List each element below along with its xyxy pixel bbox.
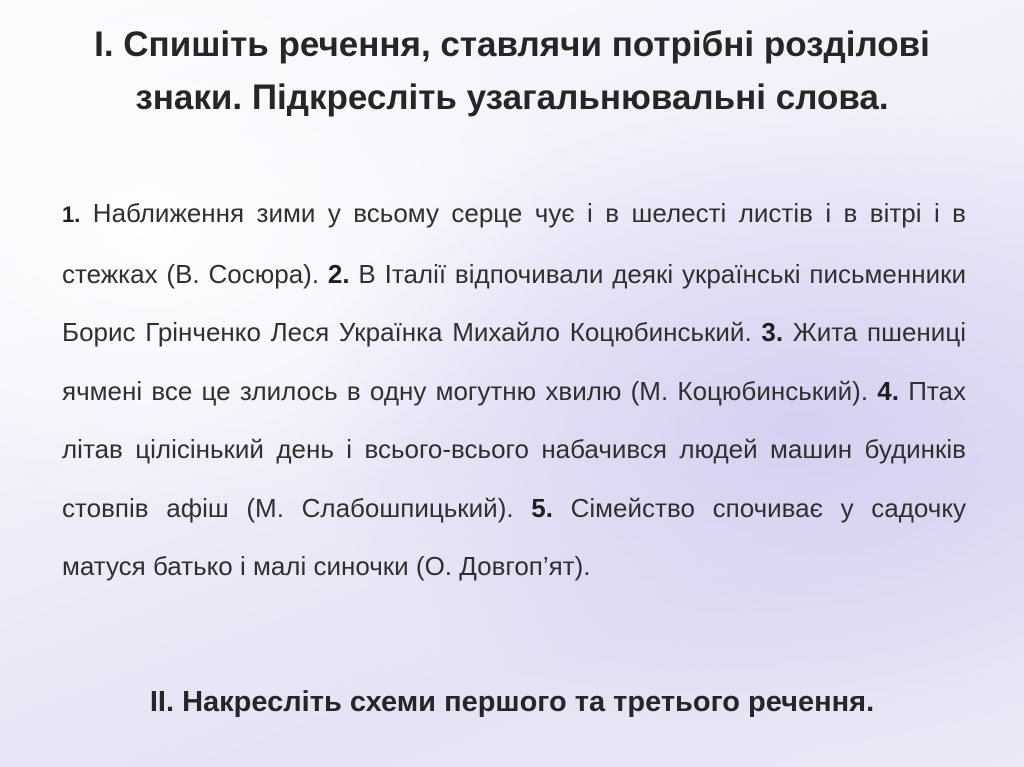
sentence-text-4: Птах літав цілісінький день і всього-всього набачився людей машин будинків стовпів афіш (М. Слабошпицький). xyxy=(62,375,966,523)
sentence-number-5: 5. xyxy=(531,492,553,523)
sentence-number-4: 4. xyxy=(877,375,899,406)
sentence-text-5: Сімейство спочиває у садочку матуся батько і малі синочки (О. Довгоп’ят). xyxy=(62,492,966,581)
sentences-paragraph xyxy=(62,184,966,596)
sentence-number-3: 3. xyxy=(761,317,784,347)
sentence-text-3: Жита пшениці ячмені все це злилось в одну могутню хвилю (М. Коцюбинський). xyxy=(62,317,966,406)
task-1-title: І. Спишіть речення, ставлячи потрібні розділові знаки. Підкресліть узагальнювальні слова. xyxy=(94,25,930,117)
sentence-text-2: В Італії відпочивали деякі українські письменники Борис Грінченко Леся Українка Михайло Коцюбинський. xyxy=(62,258,967,347)
task-2-title: ІІ. Накресліть схеми першого та третього речення. xyxy=(149,686,875,718)
sentence-number-1: 1. xyxy=(62,202,81,227)
sentence-text-1: Наближення зими у всьому серце чує і в шелесті листів і в вітрі і в стежках (В. Сосюра). xyxy=(62,198,966,289)
sentence-number-2: 2. xyxy=(327,258,350,289)
